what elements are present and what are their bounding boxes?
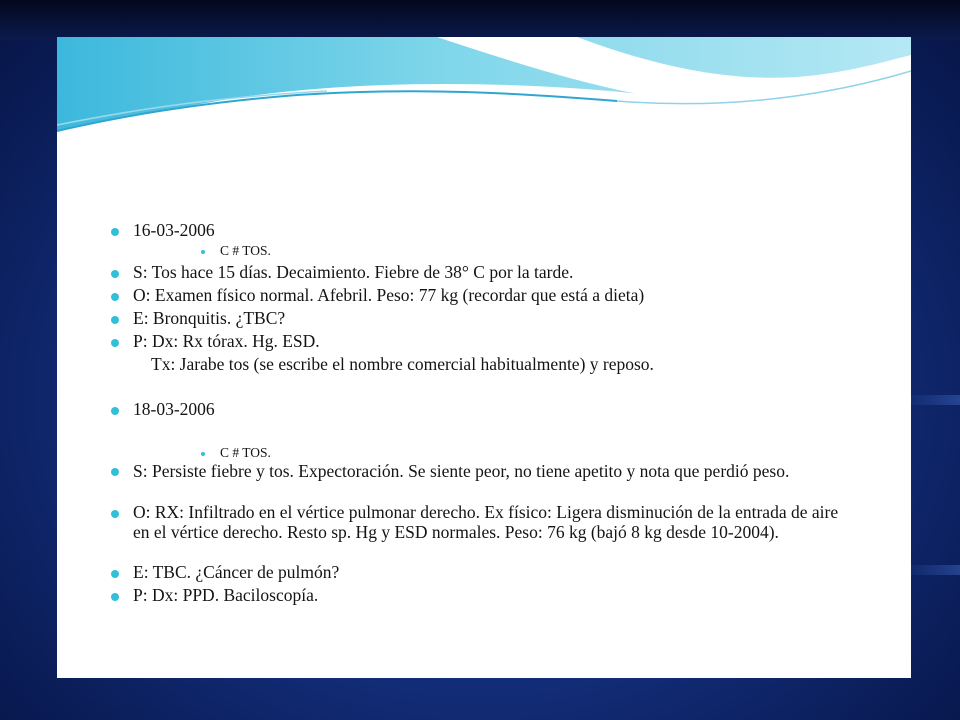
visit-date: 18-03-2006: [133, 399, 215, 419]
bullet-icon: [111, 270, 119, 278]
bullet-icon: [111, 407, 119, 415]
bullet-icon: [111, 293, 119, 301]
bullet-icon: [111, 570, 119, 578]
bullet-icon: [111, 316, 119, 324]
sub-bullet-icon: [201, 452, 205, 456]
bullet-icon: [111, 593, 119, 601]
subjective-line: S: Persiste fiebre y tos. Expectoración. Se siente peor, no tiene apetito y nota que perdió peso.: [133, 461, 790, 481]
sub-bullet-icon: [201, 250, 205, 254]
visit-date: 16-03-2006: [133, 220, 215, 240]
slide-canvas: [57, 37, 911, 678]
bullet-icon: [111, 510, 119, 518]
bullet-icon: [111, 228, 119, 236]
note-content: [57, 37, 911, 678]
objective-line: O: RX: Infiltrado en el vértice pulmonar derecho. Ex físico: Ligera disminución de la entrada de aire en el vértice derecho. Resto sp. Hg y ESD normales. Peso: 76 kg (bajó 8 kg desde 10-2004).: [133, 502, 839, 542]
bullet-icon: [111, 468, 119, 476]
top-dark-band: [0, 0, 960, 40]
evaluation-line: E: TBC. ¿Cáncer de pulmón?: [133, 562, 340, 582]
chief-complaint: C # TOS.: [220, 243, 271, 258]
plan-line: P: Dx: PPD. Baciloscopía.: [133, 585, 319, 605]
chief-complaint: C # TOS.: [220, 445, 271, 460]
treatment-line: Tx: Jarabe tos (se escribe el nombre comercial habitualmente) y reposo.: [151, 354, 654, 374]
objective-line: O: Examen físico normal. Afebril. Peso: 77 kg (recordar que está a dieta): [133, 285, 645, 305]
bullet-icon: [111, 339, 119, 347]
plan-line: P: Dx: Rx tórax. Hg. ESD.: [133, 331, 320, 351]
subjective-line: S: Tos hace 15 días. Decaimiento. Fiebre de 38° C por la tarde.: [133, 262, 574, 282]
evaluation-line: E: Bronquitis. ¿TBC?: [133, 308, 286, 328]
